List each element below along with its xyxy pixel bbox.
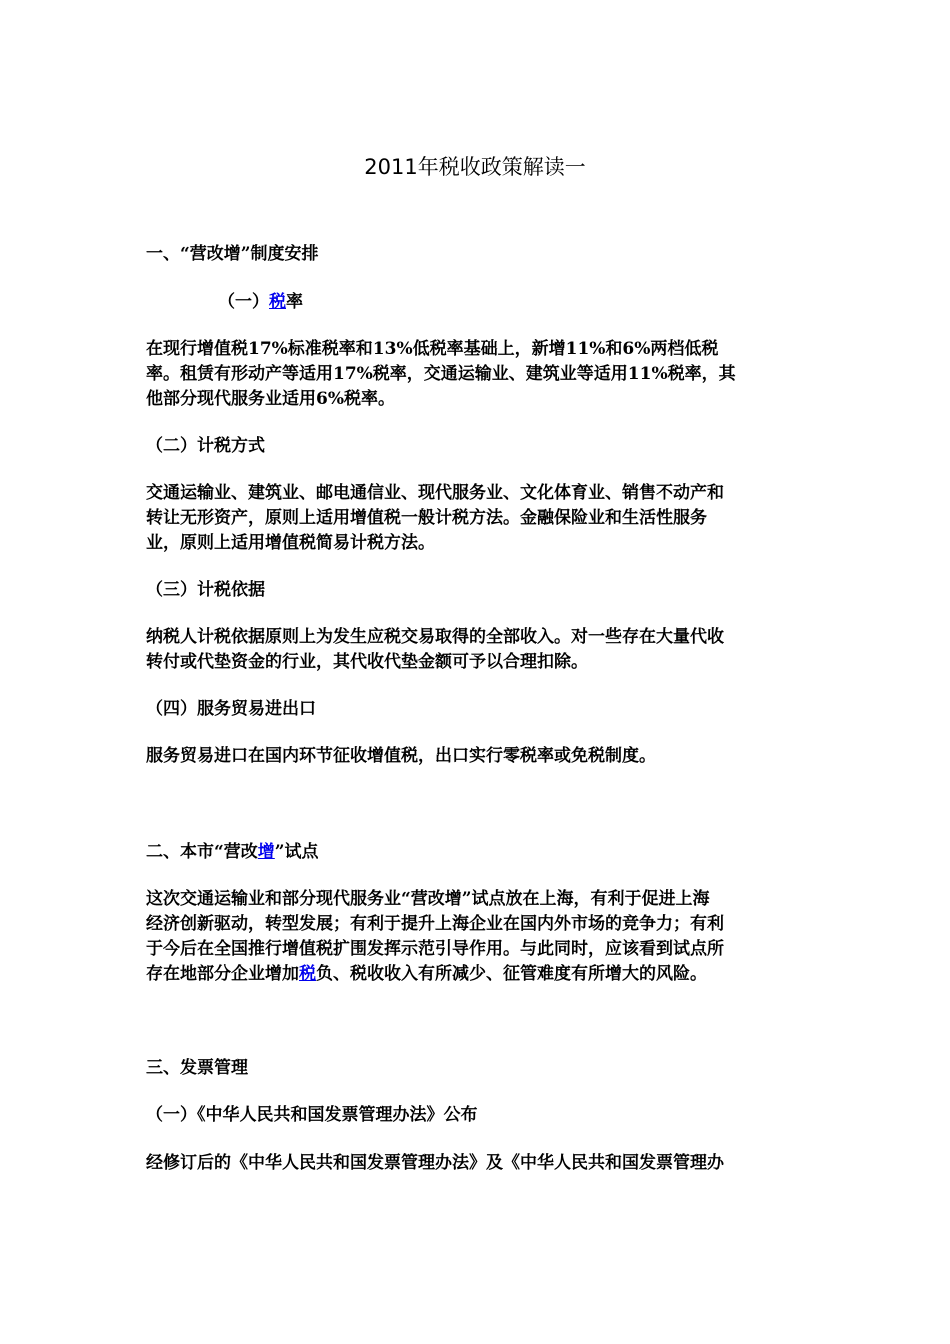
- paragraph-line: 在现行增值税17%标准税率和13%低税率基础上，新增11%和6%两档低税: [146, 339, 719, 359]
- document-title: 2011年税收政策解读一: [364, 155, 586, 179]
- section-1-subheading-1: [218, 290, 303, 314]
- subheading-prefix: （一）: [218, 292, 269, 312]
- heading-prefix: 二、本市“营改: [146, 842, 258, 862]
- paragraph-line: 这次交通运输业和部分现代服务业“营改增”试点放在上海，有利于促进上海: [146, 889, 710, 909]
- section-2-heading: [146, 840, 319, 864]
- section-3-heading: 三、发票管理: [146, 1058, 248, 1078]
- paragraph-line: 他部分现代服务业适用6%税率。: [146, 389, 395, 409]
- section-1-subheading-4: （四）服务贸易进出口: [146, 699, 316, 719]
- section-1-subheading-2: （二）计税方式: [146, 436, 265, 456]
- section-3-subheading-1: （一）《中华人民共和国发票管理办法》公布: [146, 1105, 478, 1125]
- paragraph-line: 交通运输业、建筑业、邮电通信业、现代服务业、文化体育业、销售不动产和: [146, 483, 724, 503]
- paragraph-line: 转付或代垫资金的行业，其代收代垫金额可予以合理扣除。: [146, 652, 588, 672]
- paragraph-line: 转让无形资产，原则上适用增值税一般计税方法。金融保险业和生活性服务: [146, 508, 707, 528]
- paragraph-line: 于今后在全国推行增值税扩围发挥示范引导作用。与此同时，应该看到试点所: [146, 939, 724, 959]
- paragraph-line: 率。租赁有形动产等适用17%税率，交通运输业、建筑业等适用11%税率，其: [146, 364, 736, 384]
- tax-link[interactable]: 税: [269, 292, 286, 312]
- paragraph-line: 经修订后的《中华人民共和国发票管理办法》及《中华人民共和国发票管理办: [146, 1153, 724, 1173]
- subheading-suffix: 率: [286, 292, 303, 312]
- section-1-subheading-3: （三）计税依据: [146, 580, 265, 600]
- increase-link[interactable]: 增: [257, 842, 275, 862]
- heading-suffix: ”试点: [274, 842, 319, 862]
- tax-burden-link[interactable]: 税: [299, 964, 316, 984]
- paragraph-line: 纳税人计税依据原则上为发生应税交易取得的全部收入。对一些存在大量代收: [146, 627, 724, 647]
- paragraph-line: [146, 962, 707, 986]
- section-1-heading: 一、“营改增”制度安排: [146, 244, 319, 264]
- text-fragment: 存在地部分企业增加: [146, 964, 299, 984]
- paragraph-line: 服务贸易进口在国内环节征收增值税，出口实行零税率或免税制度。: [146, 746, 656, 766]
- paragraph-line: 经济创新驱动，转型发展；有利于提升上海企业在国内外市场的竞争力；有利: [146, 914, 724, 934]
- text-fragment: 负、税收收入有所减少、征管难度有所增大的风险。: [316, 964, 707, 984]
- paragraph-line: 业，原则上适用增值税简易计税方法。: [146, 533, 435, 553]
